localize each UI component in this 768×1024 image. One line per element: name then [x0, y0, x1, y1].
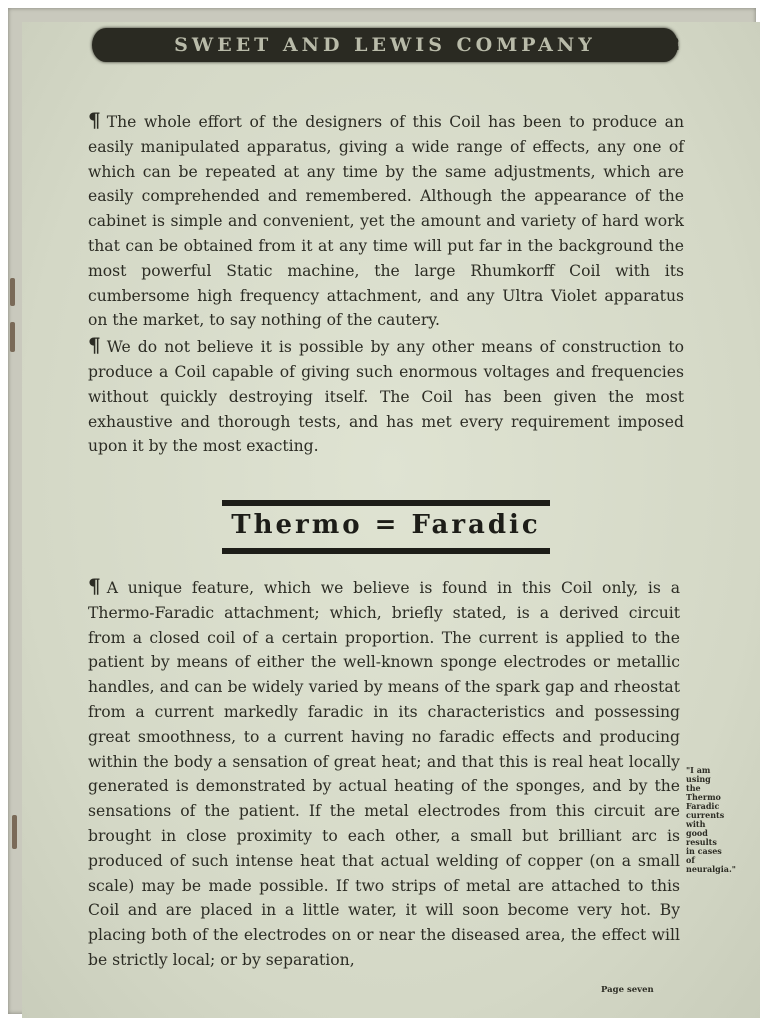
testimonial-line: using [686, 774, 711, 784]
paragraph-text: The whole effort of the designers of this Coil has been to produce an easily manipulated apparatus, giving a wide range of effects, any one of which can be repeated at any time by the same adjustments, which are easily comprehended and remembered. Although the appearance of the cabinet is simple and convenient, yet the amount and variety of hard work that can be obtained from it at any time will put far in the background the most powerful Static machine, the large Rhumkorff Coil with its cumbersome high frequency attachment, and any Ultra Violet apparatus on the market, to say nothing of the cautery. [88, 113, 684, 330]
section-heading: Thermo = Faradic [231, 510, 541, 540]
binding-mark [12, 815, 17, 849]
page-number: Page seven [601, 985, 654, 995]
testimonial-line: good [686, 828, 708, 838]
testimonial-line: the [686, 783, 701, 793]
intro-text-block [88, 108, 684, 459]
testimonial-line: Thermo [686, 792, 721, 802]
pilcrow-icon: ¶ [88, 574, 101, 598]
testimonial-line: in cases [686, 846, 722, 856]
margin-testimonial [686, 766, 748, 874]
page-header-banner [92, 28, 678, 62]
paragraph-text: We do not believe it is possible by any other means of construction to produce a Coil capable of giving such enormous voltages and frequencies without quickly destroying itself. The Coil has been given the most exhaustive and thorough tests, and has met every requirement imposed upon it by the most exacting. [88, 338, 684, 456]
testimonial-line: "I am [686, 765, 711, 775]
company-name: SWEET AND LEWIS COMPANY [174, 34, 596, 56]
pilcrow-icon: ¶ [88, 108, 101, 132]
thermo-faradic-text-block [88, 574, 680, 973]
testimonial-line: Faradic [686, 801, 720, 811]
testimonial-line: neuralgia." [686, 864, 736, 874]
binding-mark [10, 322, 15, 352]
paragraph-text: A unique feature, which we believe is found in this Coil only, is a Thermo-Faradic attachment; which, briefly stated, is a derived circuit from a closed coil of a certain proportion. The current is applied to the patient by means of either the well-known sponge electrodes or metallic handles, and can be widely varied by means of the spark gap and rheostat from a current markedly faradic in its characteristics and possessing great smoothness, to a current having no faradic effects and producing within the body a sensation of great heat; and that this is real heat locally generated is demonstrated by actual heating of the sponges, and by the sensations of the patient. If the metal electrodes from this circuit are brought in close proximity to each other, a small but brilliant arc is produced of such intense heat that actual welding of copper (on a small scale) may be made possible. If two strips of metal are attached to this Coil and are placed in a little water, it will soon become very hot. By placing both of the electrodes on or near the diseased area, the effect will be strictly local; or by separation, [88, 579, 680, 969]
pilcrow-icon: ¶ [88, 333, 101, 358]
binding-mark [10, 278, 15, 306]
testimonial-line: of [686, 855, 695, 865]
heading-rule-top [222, 500, 550, 506]
heading-rule-bottom [222, 548, 550, 554]
testimonial-line: results [686, 837, 717, 847]
testimonial-line: currents [686, 810, 725, 820]
paragraph [88, 333, 684, 459]
header-page-marker: 2 [667, 34, 680, 55]
paragraph [88, 108, 684, 333]
testimonial-line: with [686, 819, 706, 829]
section-heading-block [222, 500, 550, 556]
paragraph [88, 574, 680, 973]
